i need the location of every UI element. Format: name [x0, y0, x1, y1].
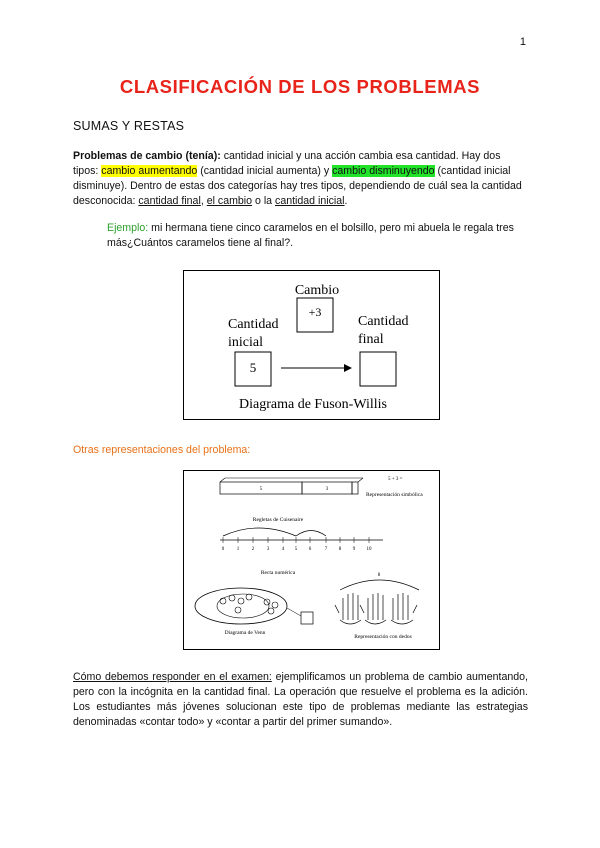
- venn-caption: Diagrama de Venn: [224, 630, 266, 636]
- page-number: 1: [519, 36, 526, 48]
- tick-label: 9: [352, 547, 356, 552]
- tick-label: 4: [281, 547, 285, 552]
- cuisenaire-caption: Regletas de Cuisenaire: [252, 517, 304, 523]
- intro-text-3: (cantidad inicial disminuye). Dentro de estas dos categorías hay tres tipos, dependiendo de cuál sea la cantidad desconocida:: [73, 165, 522, 207]
- example-text: mi hermana tiene cinco caramelos en el bolsillo, pero mi abuela le regala tres más¿Cuántos caramelos tiene al final?.: [107, 222, 514, 249]
- final-label-2: final: [358, 332, 384, 347]
- tick-label: 8: [338, 547, 342, 552]
- other-representations-heading: Otras representaciones del problema:: [73, 444, 251, 456]
- example-paragraph: [107, 221, 528, 251]
- final-label-1: Cantidad: [358, 314, 409, 329]
- answer-text: ejemplificamos un problema de cambio aumentando, pero con la incógnita en la cantidad final. La operación que resuelve el problema es la adición. Los estudiantes más jóvenes solucionan este tipo de problemas mediante las estrategias denominadas «contar todo» y «contar a partir del primer sumando».: [73, 671, 528, 728]
- highlight-cambio-disminuyendo: cambio disminuyendo: [332, 165, 435, 177]
- equation-text: 5 + 3 =: [388, 477, 403, 482]
- fuson-willis-diagram: [183, 270, 440, 420]
- representations-figure: [183, 470, 440, 650]
- example-label: Ejemplo:: [107, 222, 149, 234]
- tick-label: 6: [308, 547, 312, 552]
- fingers-caption: Representación con dedos: [354, 634, 412, 640]
- tick-label: 2: [251, 547, 255, 552]
- underline-cantidad-final: cantidad final: [138, 195, 201, 207]
- tick-label: 1: [236, 547, 240, 552]
- tick-label: 0: [221, 547, 225, 552]
- underline-el-cambio: el cambio: [206, 195, 253, 207]
- tick-label: 10: [366, 547, 372, 552]
- inicial-label-2: inicial: [228, 335, 263, 350]
- symbolic-caption: Representación simbólica: [366, 492, 423, 498]
- cambio-value: +3: [308, 305, 322, 319]
- inicial-value: 5: [249, 360, 257, 375]
- intro-paragraph: [73, 149, 528, 209]
- page-title: CLASIFICACIÓN DE LOS PROBLEMAS: [119, 76, 481, 97]
- number-line-caption: Recta numérica: [260, 570, 296, 576]
- section-subtitle: SUMAS Y RESTAS: [73, 119, 185, 133]
- intro-text-1: cantidad inicial y una acción cambia esa cantidad. Hay dos tipos:: [73, 150, 501, 177]
- tick-label: 5: [294, 547, 298, 552]
- tick-label: 7: [324, 547, 328, 552]
- intro-sep-2: o la: [252, 195, 276, 207]
- inicial-label-1: Cantidad: [228, 317, 279, 332]
- underline-cantidad-inicial: cantidad inicial: [275, 195, 345, 207]
- fingers-top-number: 8: [377, 573, 381, 578]
- intro-text-2: (cantidad inicial aumenta) y: [197, 165, 333, 177]
- fuson-caption: Diagrama de Fuson-Willis: [239, 397, 387, 412]
- cambio-label: Cambio: [294, 283, 340, 298]
- answer-paragraph: [73, 670, 528, 730]
- tick-label: 3: [266, 547, 270, 552]
- intro-end: .: [344, 195, 348, 207]
- answer-label: Cómo debemos responder en el examen:: [73, 671, 272, 683]
- bar-left-label: 5: [259, 487, 263, 492]
- intro-label: Problemas de cambio (tenía):: [73, 150, 221, 162]
- bar-right-label: 3: [325, 487, 329, 492]
- highlight-cambio-aumentando: cambio aumentando: [101, 165, 198, 177]
- intro-sep-1: ,: [200, 195, 207, 207]
